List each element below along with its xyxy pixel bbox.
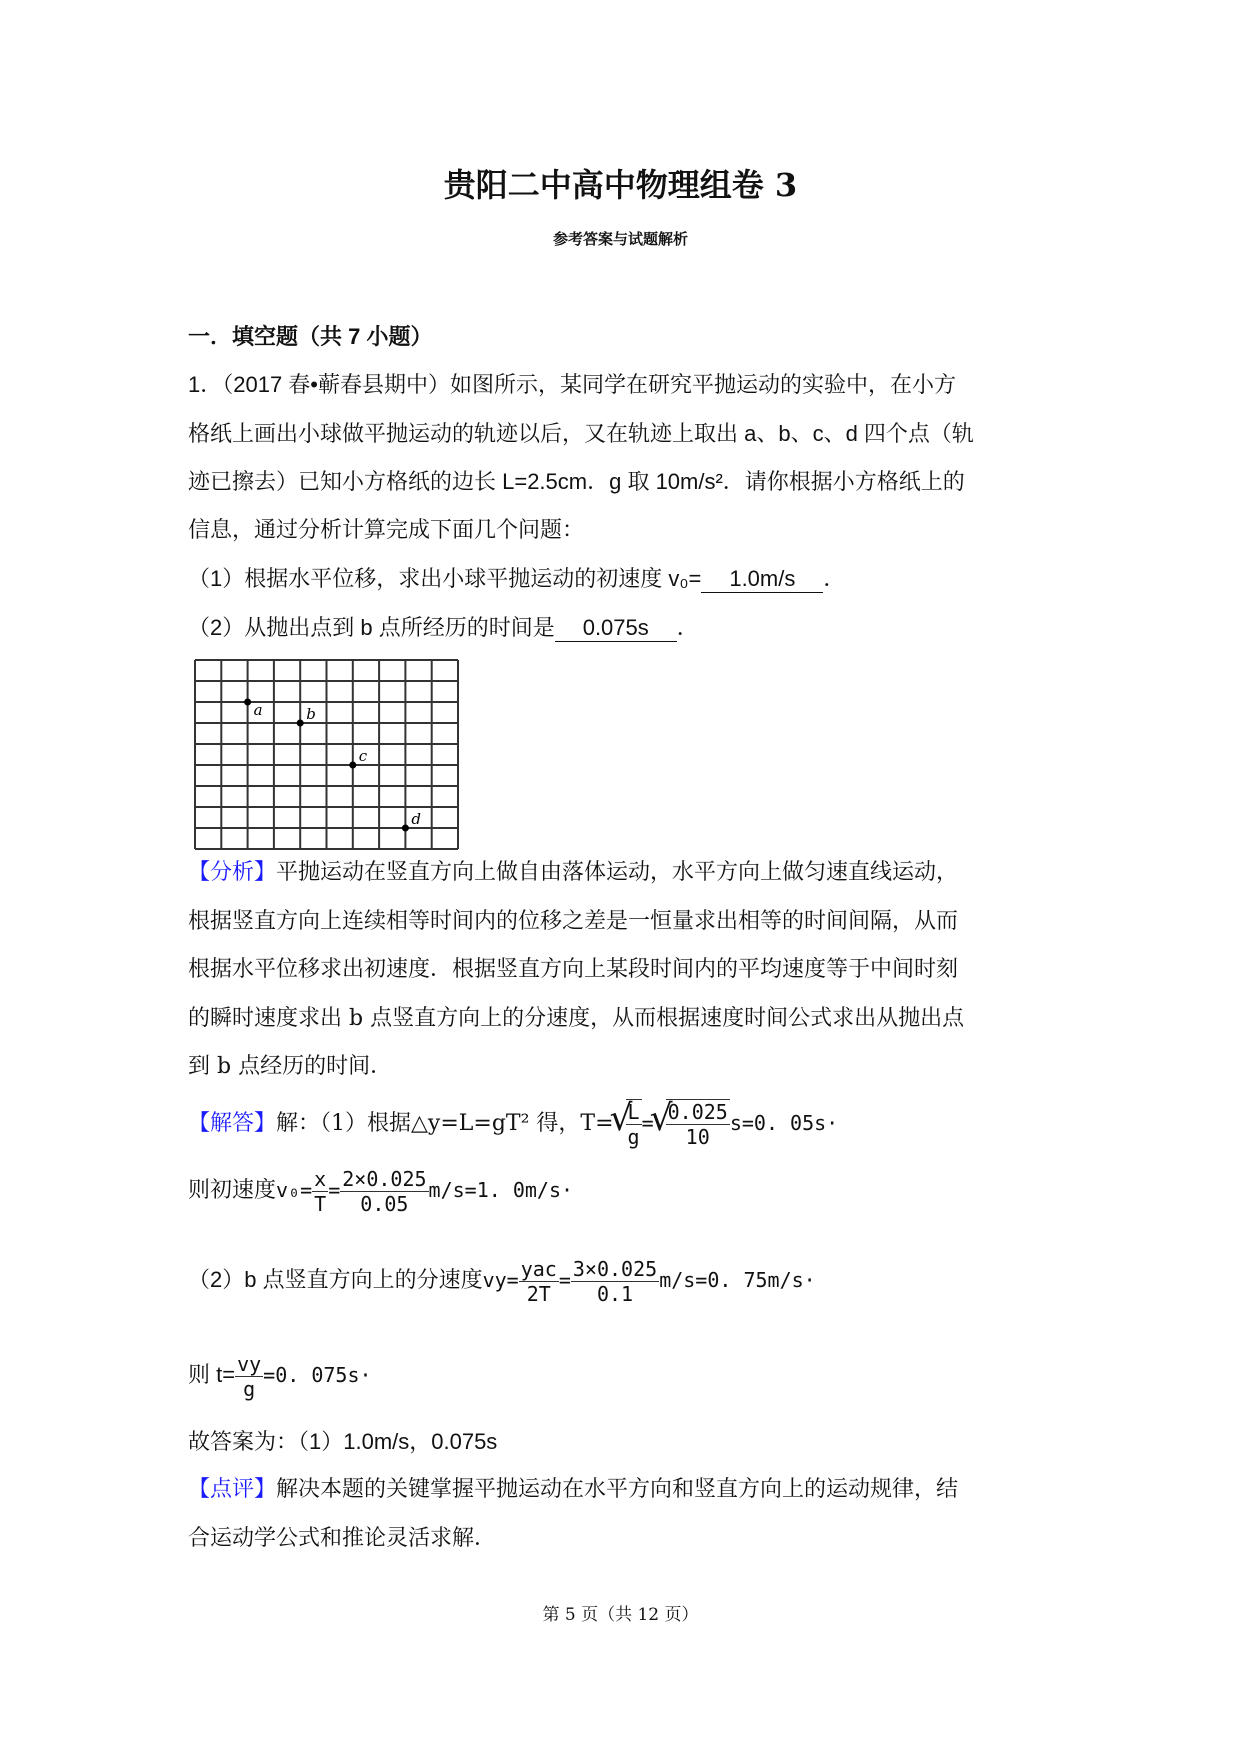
section-heading: 一．填空题（共 7 小题） [188, 324, 433, 349]
final-answer: 故答案为：（1）1.0m/s，0.075s [188, 1429, 498, 1454]
result: m/s=1. 0m/s· [428, 1178, 574, 1202]
numerator: 3×0.025 [572, 1256, 658, 1281]
denominator: g [627, 1125, 640, 1149]
analysis-text: 平抛运动在竖直方向上做自由落体运动，水平方向上做匀速直线运动， [276, 860, 959, 885]
question-part-2 [188, 613, 699, 643]
solution-text: 则初速度 [188, 1178, 277, 1203]
symbol: v₀= [276, 1178, 313, 1202]
numerator: 2×0.025 [342, 1166, 427, 1191]
comment-line: 合运动学公式和推论灵活求解． [188, 1526, 497, 1551]
sqrt [666, 1099, 730, 1150]
denominator: g [243, 1376, 256, 1401]
numerator: x [314, 1166, 327, 1191]
point-c [349, 762, 356, 769]
question-part-1 [188, 564, 845, 594]
denominator: 10 [685, 1125, 710, 1149]
denominator: T [314, 1191, 327, 1216]
q1-end: ． [823, 566, 846, 591]
analysis-tag: 【分析】 [188, 860, 277, 885]
numerator: √ L [627, 1100, 640, 1124]
point-label: d [411, 810, 422, 828]
point-a [244, 699, 251, 706]
q1-answer: 1.0m/s [701, 566, 823, 593]
question-line: 1．（2017 春•蕲春县期中）如图所示，某同学在研究平抛运动的实验中，在小方 [188, 372, 956, 397]
page-subtitle: 参考答案与试题解析 [552, 230, 688, 248]
comment-tag: 【点评】 [188, 1477, 277, 1502]
denominator: 0.05 [360, 1191, 409, 1216]
analysis-line [188, 858, 958, 888]
solution-tag: 【解答】 [188, 1111, 277, 1136]
result: s=0. 05s· [729, 1111, 839, 1135]
page-footer: 第 5 页（共 12 页） [542, 1605, 699, 1625]
analysis-line: 的瞬时速度求出 b 点竖直方向上的分速度，从而根据速度时间公式求出从抛出点 [188, 1006, 965, 1031]
comment-line [188, 1475, 958, 1505]
numerator: vy [237, 1351, 262, 1376]
q2-end: ． [676, 615, 699, 640]
point-label: a [253, 701, 263, 719]
question-line: 迹已擦去）已知小方格纸的边长 L=2.5cm．g 取 10m/s²．请你根据小方格纸上的 [188, 469, 965, 494]
solution-text: （2）b 点竖直方向上的分速度 [188, 1267, 483, 1292]
q2-answer: 0.075s [555, 615, 677, 642]
analysis-line: 根据水平位移求出初速度．根据竖直方向上某段时间内的平均速度等于中间时刻 [188, 957, 959, 982]
point-label: c [358, 747, 368, 765]
sqrt [626, 1099, 642, 1150]
grid-figure [193, 658, 461, 850]
result: =0. 075s· [263, 1363, 372, 1387]
analysis-line: 根据竖直方向上连续相等时间内的位移之差是一恒量求出相等的时间间隔，从而 [188, 909, 959, 934]
solution-line-4 [188, 1350, 372, 1401]
point-b [297, 720, 304, 727]
analysis-line: 到 b 点经历的时间． [188, 1054, 393, 1079]
numerator: √ 0.025 [667, 1100, 728, 1124]
solution-line-1: 【解答】解：（1）根据△y=L=gT² 得，T= √ $\frac{L}{g}$ = √ $\frac{0.025}{10}$ s=0. 05s· [188, 1098, 838, 1150]
point-label: b [306, 705, 316, 723]
solution-text: 则 t= [188, 1362, 236, 1387]
solution-line-3: （2）b 点竖直方向上的分速度vy= $\frac{\text{yac}}{2T}$ = $\frac{3\times 0.025}{0.1}$ m/s=0. 75m/s· [188, 1256, 816, 1306]
question-line: 信息，通过分析计算完成下面几个问题： [188, 517, 585, 542]
comment-text: 解决本题的关键掌握平抛运动在水平方向和竖直方向上的运动规律，结 [276, 1477, 959, 1502]
page-title: 贵阳二中高中物理组卷 3 [443, 166, 798, 204]
denominator: 0.1 [596, 1281, 634, 1306]
point-d [402, 825, 409, 832]
denominator: 2T [526, 1281, 551, 1306]
symbol: vy= [482, 1268, 519, 1292]
q2-text: （2）从抛出点到 b 点所经历的时间是 [188, 615, 555, 640]
question-line: 格纸上画出小球做平抛运动的轨迹以后，又在轨迹上取出 a、b、c、d 四个点（轨 [188, 421, 974, 446]
numerator: yac [520, 1256, 557, 1281]
result: m/s=0. 75m/s· [659, 1268, 816, 1292]
solution-text: 解：（1）根据△y=L=gT² 得，T= [276, 1111, 614, 1136]
solution-line-2: 则初速度v₀= $\frac{x}{T}$ = $\frac{2\times 0.025}{0.05}$ m/s=1. 0m/s· [188, 1166, 574, 1216]
q1-text: （1）根据水平位移，求出小球平抛运动的初速度 v₀= [188, 566, 702, 591]
